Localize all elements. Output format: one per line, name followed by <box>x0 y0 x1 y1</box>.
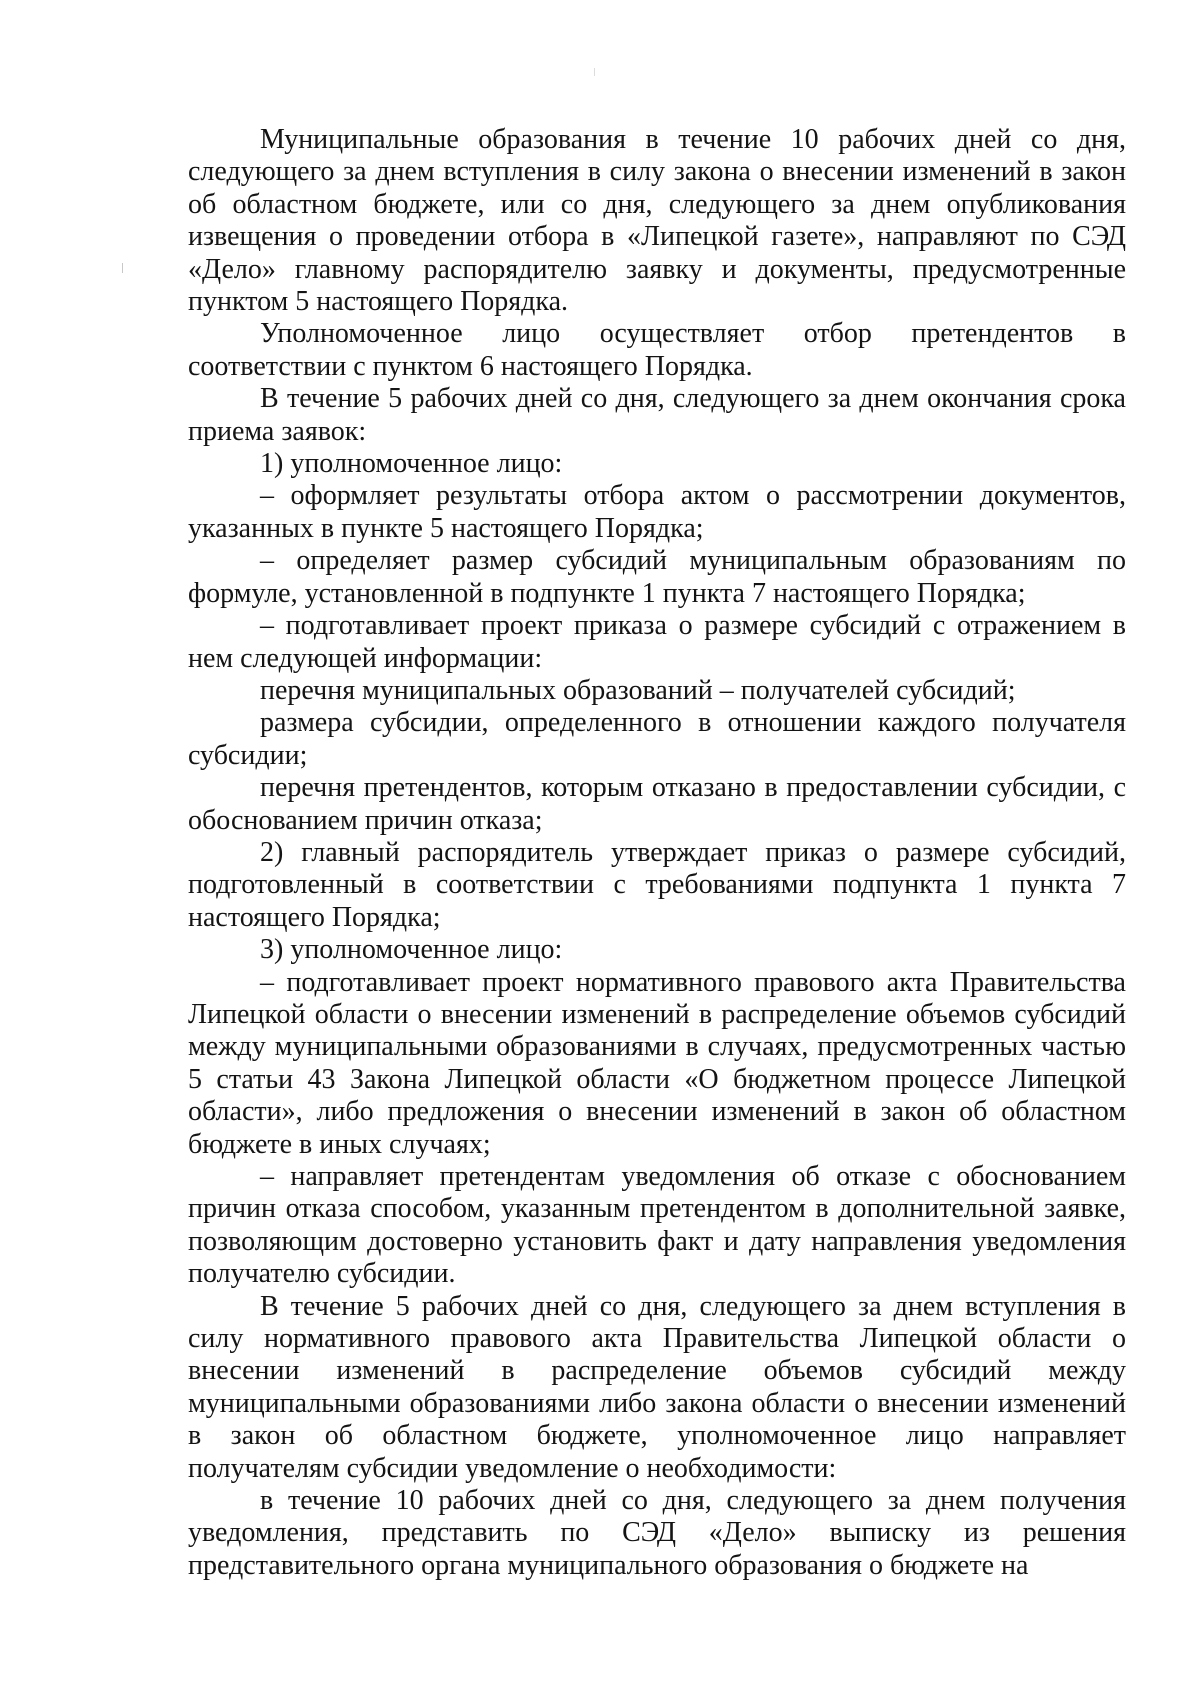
list-item-3-act-draft: – подготавливает проект нормативного правового акта Правительства Липецкой области о внесении изменений в распределение объемов субсидий между муниципальными образованиями в случаях, предусмотренных частью 5 статьи 43 Закона Липецкой области «О бюджетном процессе Липецкой области», либо предложения о внесении изменений в закон об областном бюджете в иных случаях; <box>188 966 1126 1160</box>
order-info-refusals: перечня претендентов, которым отказано в предоставлении субсидии, с обоснованием причин отказа; <box>188 772 1126 836</box>
paragraph-extract: в течение 10 рабочих дней со дня, следующего за днем получения уведомления, представить по СЭД «Дело» выписку из решения представительного органа муниципального образования о бюджете на <box>188 1485 1126 1581</box>
paragraph-notice: В течение 5 рабочих дней со дня, следующего за днем вступления в силу нормативного правового акта Правительства Липецкой области о внесении изменений в распределение объемов субсидий между муниципальными образованиями либо закона области о внесении изменений в закон об областном бюджете, уполномоченное лицо направляет получателям субсидии уведомление о необходимости: <box>188 1290 1126 1484</box>
list-item-3: 3) уполномоченное лицо: <box>260 934 563 966</box>
scan-artifact-left <box>122 263 123 273</box>
list-item-3-notifications: – направляет претендентам уведомления об отказе с обоснованием причин отказа способом, указанным претендентом в дополнительной заявке, позволяющим достоверно установить факт и дату направления уведомления получателю субсидии. <box>188 1161 1126 1290</box>
list-item-1-order-draft: – подготавливает проект приказа о размере субсидий с отражением в нем следующей информации: <box>188 610 1126 674</box>
paragraph-selection: Уполномоченное лицо осуществляет отбор претендентов в соответствии с пунктом 6 настоящего Порядка. <box>188 318 1126 382</box>
scan-artifact-top <box>594 68 595 76</box>
paragraph-review-period: В течение 5 рабочих дней со дня, следующего за днем окончания срока приема заявок: <box>188 383 1126 447</box>
list-item-2: 2) главный распорядитель утверждает приказ о размере субсидий, подготовленный в соответствии с требованиями подпункта 1 пункта 7 настоящего Порядка; <box>188 836 1126 933</box>
list-item-1: 1) уполномоченное лицо: <box>260 448 563 480</box>
list-item-1-act: – оформляет результаты отбора актом о рассмотрении документов, указанных в пункте 5 настоящего Порядка; <box>188 480 1126 544</box>
paragraph-submission-deadline: Муниципальные образования в течение 10 рабочих дней со дня, следующего за днем вступления в силу закона о внесении изменений в закон об областном бюджете, или со дня, следующего за днем опубликования извещения о проведении отбора в «Липецкой газете», направляют по СЭД «Дело» главному распорядителю заявку и документы, предусмотренные пунктом 5 настоящего Порядка. <box>188 124 1126 318</box>
order-info-amounts: размера субсидии, определенного в отношении каждого получателя субсидии; <box>188 707 1126 771</box>
list-item-1-amount: – определяет размер субсидий муниципальным образованиям по формуле, установленной в подпункте 1 пункта 7 настоящего Порядка; <box>188 545 1126 609</box>
order-info-recipients: перечня муниципальных образований – получателей субсидий; <box>260 674 1016 706</box>
document-page <box>188 124 1126 1582</box>
